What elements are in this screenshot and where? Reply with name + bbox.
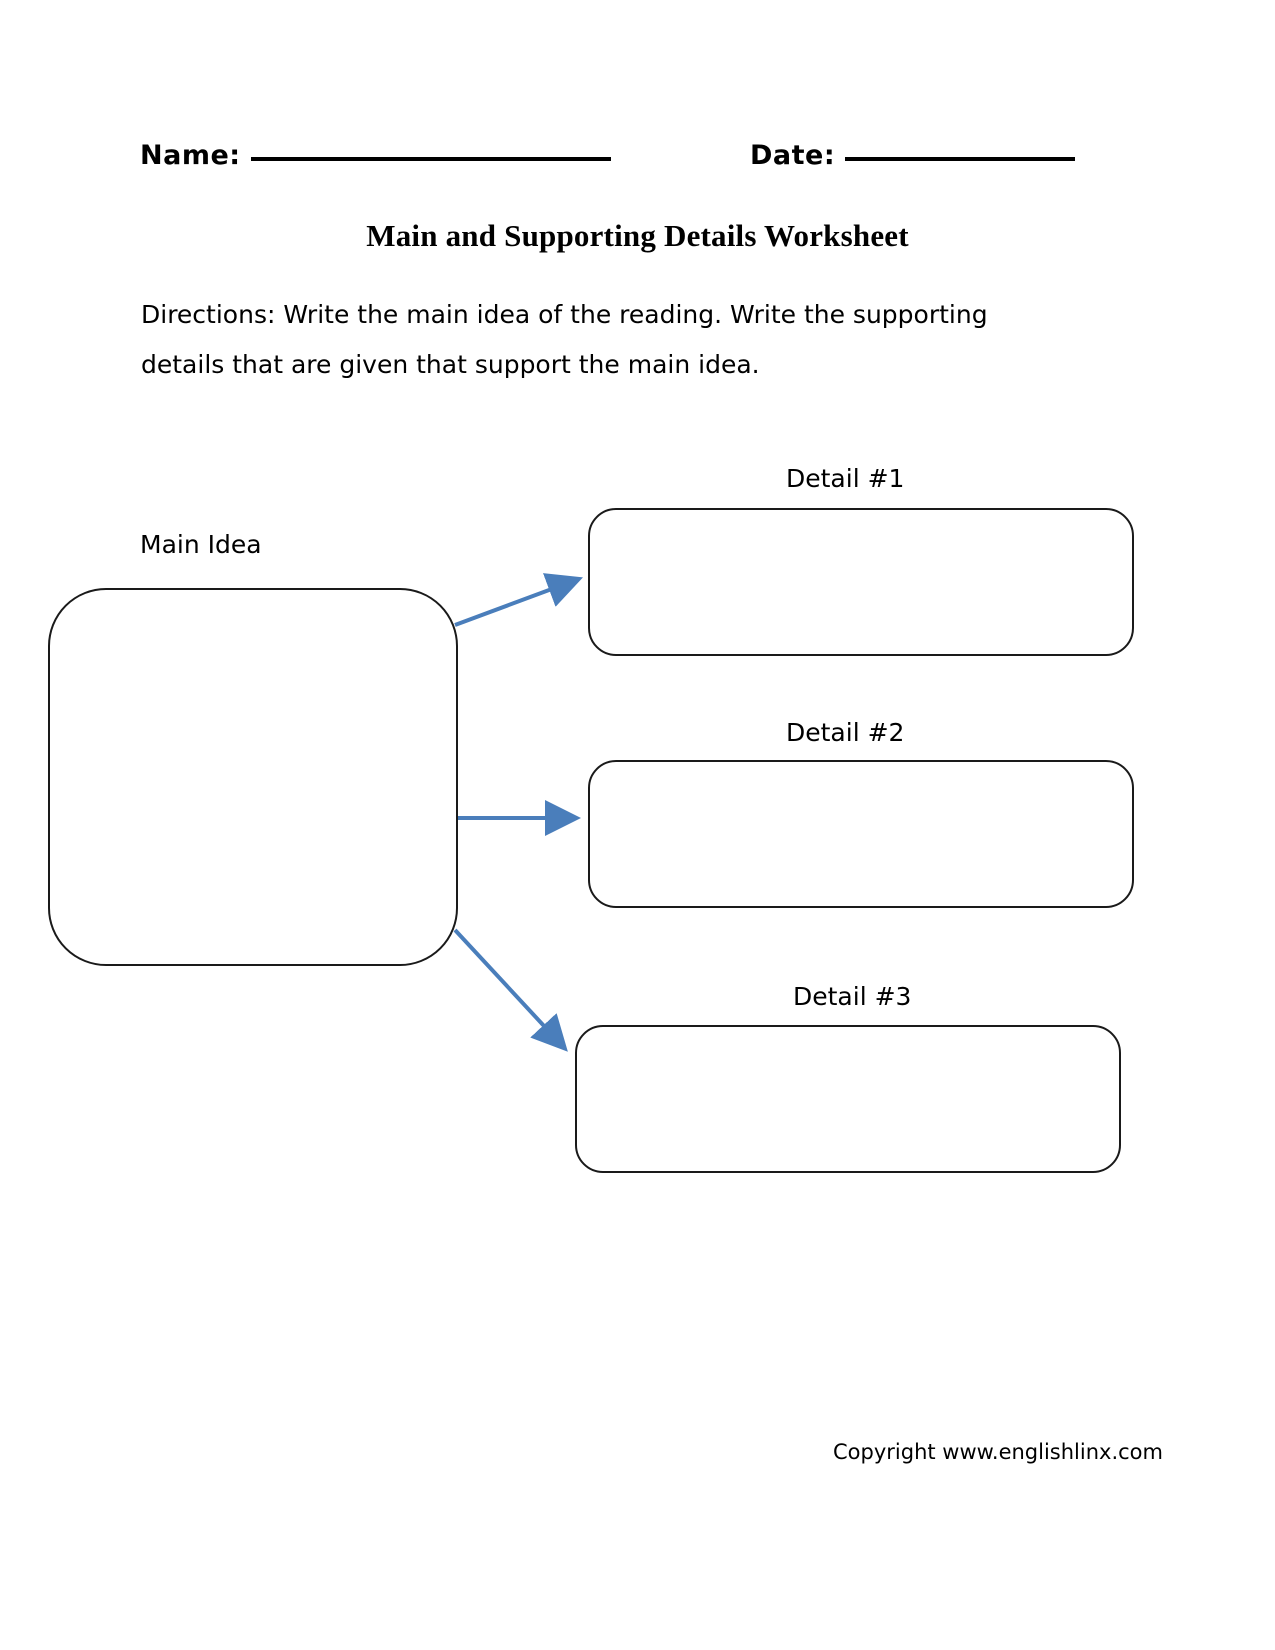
detail-3-box[interactable] (575, 1025, 1121, 1173)
main-idea-box[interactable] (48, 588, 458, 966)
detail-1-caption: Detail #1 (786, 464, 905, 493)
date-field-group (750, 140, 1075, 172)
name-label: Name: (140, 140, 241, 171)
arrow-to-detail-1 (455, 583, 568, 625)
detail-1-box[interactable] (588, 508, 1134, 656)
directions-label: Directions: (141, 300, 276, 329)
name-date-row (140, 140, 1140, 190)
date-label: Date: (750, 140, 836, 171)
directions-paragraph (141, 290, 1061, 390)
name-blank-line[interactable] (251, 156, 611, 161)
date-blank-line[interactable] (845, 156, 1075, 161)
detail-2-caption: Detail #2 (786, 718, 905, 747)
main-idea-caption: Main Idea (140, 530, 262, 559)
directions-text: Write the main idea of the reading. Write the supporting details that are given that support the main idea. (141, 300, 988, 379)
page-title: Main and Supporting Details Worksheet (366, 218, 909, 253)
name-field-group (140, 140, 611, 172)
graphic-organizer (0, 440, 1275, 1230)
copyright-notice: Copyright www.englishlinx.com (833, 1440, 1163, 1464)
detail-3-caption: Detail #3 (793, 982, 912, 1011)
arrow-to-detail-3 (455, 930, 557, 1040)
detail-2-box[interactable] (588, 760, 1134, 908)
